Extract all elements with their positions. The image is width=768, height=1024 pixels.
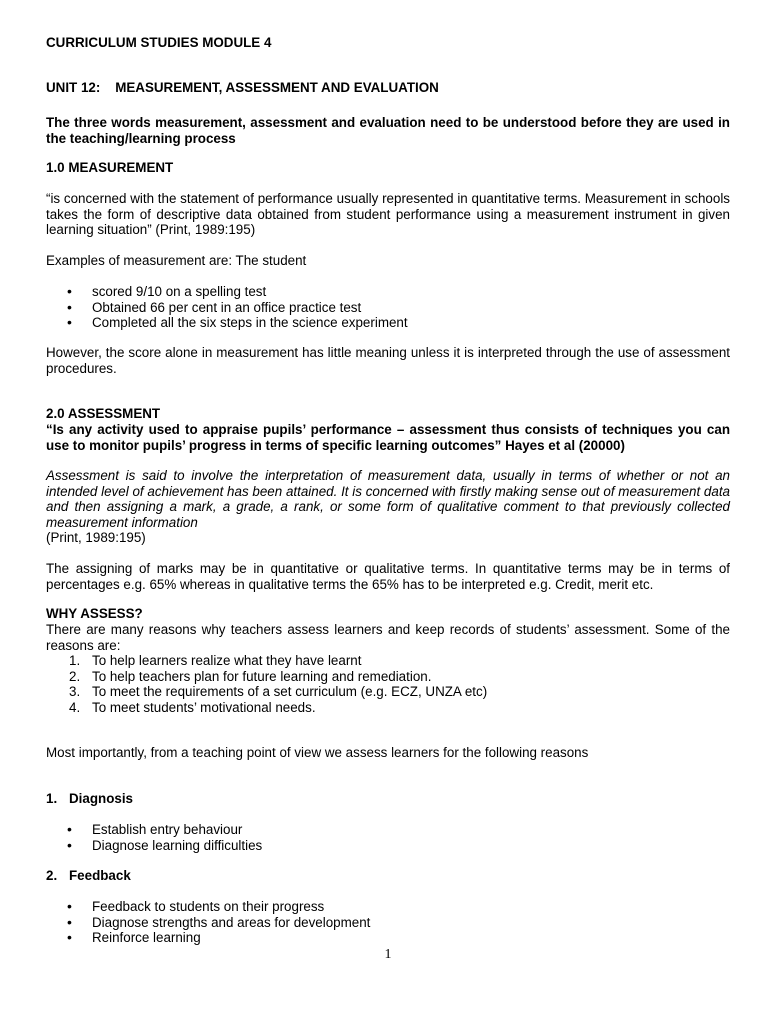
reasons-list: [46, 653, 730, 715]
section-title: Feedback: [69, 868, 131, 883]
list-item: [46, 684, 730, 700]
list-item: • scored 9/10 on a spelling test: [46, 284, 730, 300]
why-assess-intro: There are many reasons why teachers assess learners and keep records of students’ assessment. Some of the reasons are:: [46, 622, 730, 653]
assessment-citation: (Print, 1989:195): [46, 530, 146, 545]
feedback-heading: [46, 868, 730, 884]
list-item: • Feedback to students on their progress: [46, 899, 730, 915]
measurement-heading: 1.0 MEASUREMENT: [46, 160, 174, 175]
list-text: To help learners realize what they have learnt: [92, 653, 362, 668]
measurement-examples-list: [46, 284, 730, 331]
list-number: 4.: [69, 699, 81, 715]
diagnosis-heading: [46, 791, 730, 807]
list-item: • Diagnose strengths and areas for development: [46, 915, 730, 931]
why-assess-heading: WHY ASSESS?: [46, 606, 143, 621]
list-item: [46, 653, 730, 669]
feedback-list: [46, 899, 730, 946]
list-text: To help teachers plan for future learning and remediation.: [92, 668, 432, 684]
list-item: • Establish entry behaviour: [46, 822, 730, 838]
assessment-definition: “Is any activity used to appraise pupils’ performance – assessment thus consists of techniques you can use to monitor pupils’ progress in terms of specific learning outcomes” Hayes et al (20000): [46, 422, 730, 453]
list-number: 3.: [69, 684, 81, 699]
examples-intro: Examples of measurement are: The student: [46, 253, 307, 268]
assessment-heading: 2.0 ASSESSMENT: [46, 406, 161, 421]
marks-paragraph: The assigning of marks may be in quantitative or qualitative terms. In quantitative terms may be in terms of percentages e.g. 65% whereas in qualitative terms the 65% has to be interpreted e.g. Credit, merit etc.: [46, 561, 730, 592]
module-title: CURRICULUM STUDIES MODULE 4: [46, 35, 272, 50]
list-text: To meet the requirements of a set curriculum (e.g. ECZ, UNZA etc): [92, 684, 488, 699]
measurement-note: However, the score alone in measurement has little meaning unless it is interpreted through the use of assessment procedures.: [46, 345, 730, 376]
list-item: • Obtained 66 per cent in an office practice test: [46, 300, 730, 316]
section-number: 1.: [46, 791, 58, 806]
list-item: • Diagnose learning difficulties: [46, 838, 730, 854]
list-item: • Reinforce learning: [46, 930, 730, 946]
list-item: • Completed all the six steps in the science experiment: [46, 315, 730, 331]
assessment-italic-paragraph: Assessment is said to involve the interpretation of measurement data, usually in terms of whether or not an intended level of achievement has been attained. It is concerned with firstly making sense out of measurement data and then assigning a mark, a grade, a rank, or some form of qualitative comment to that previously collected measurement information: [46, 468, 730, 530]
list-text: To meet students’ motivational needs.: [92, 699, 316, 715]
list-number: 2.: [69, 668, 81, 684]
teaching-view-paragraph: Most importantly, from a teaching point of view we assess learners for the following reasons: [46, 745, 589, 760]
section-title: Diagnosis: [69, 791, 133, 806]
list-item: [46, 700, 730, 716]
unit-title: UNIT 12: MEASUREMENT, ASSESSMENT AND EVALUATION: [46, 80, 439, 95]
diagnosis-list: [46, 822, 730, 853]
list-item: [46, 669, 730, 685]
measurement-definition: “is concerned with the statement of performance usually represented in quantitative terms. Measurement in schools takes the form of descriptive data obtained from student performance using a measurement instrument in given learning situation” (Print, 1989:195): [46, 191, 730, 237]
section-number: 2.: [46, 868, 58, 883]
intro-paragraph: The three words measurement, assessment and evaluation need to be understood before they are used in the teaching/learning process: [46, 115, 730, 146]
list-number: 1.: [69, 653, 81, 668]
page-number: 1: [384, 947, 392, 962]
